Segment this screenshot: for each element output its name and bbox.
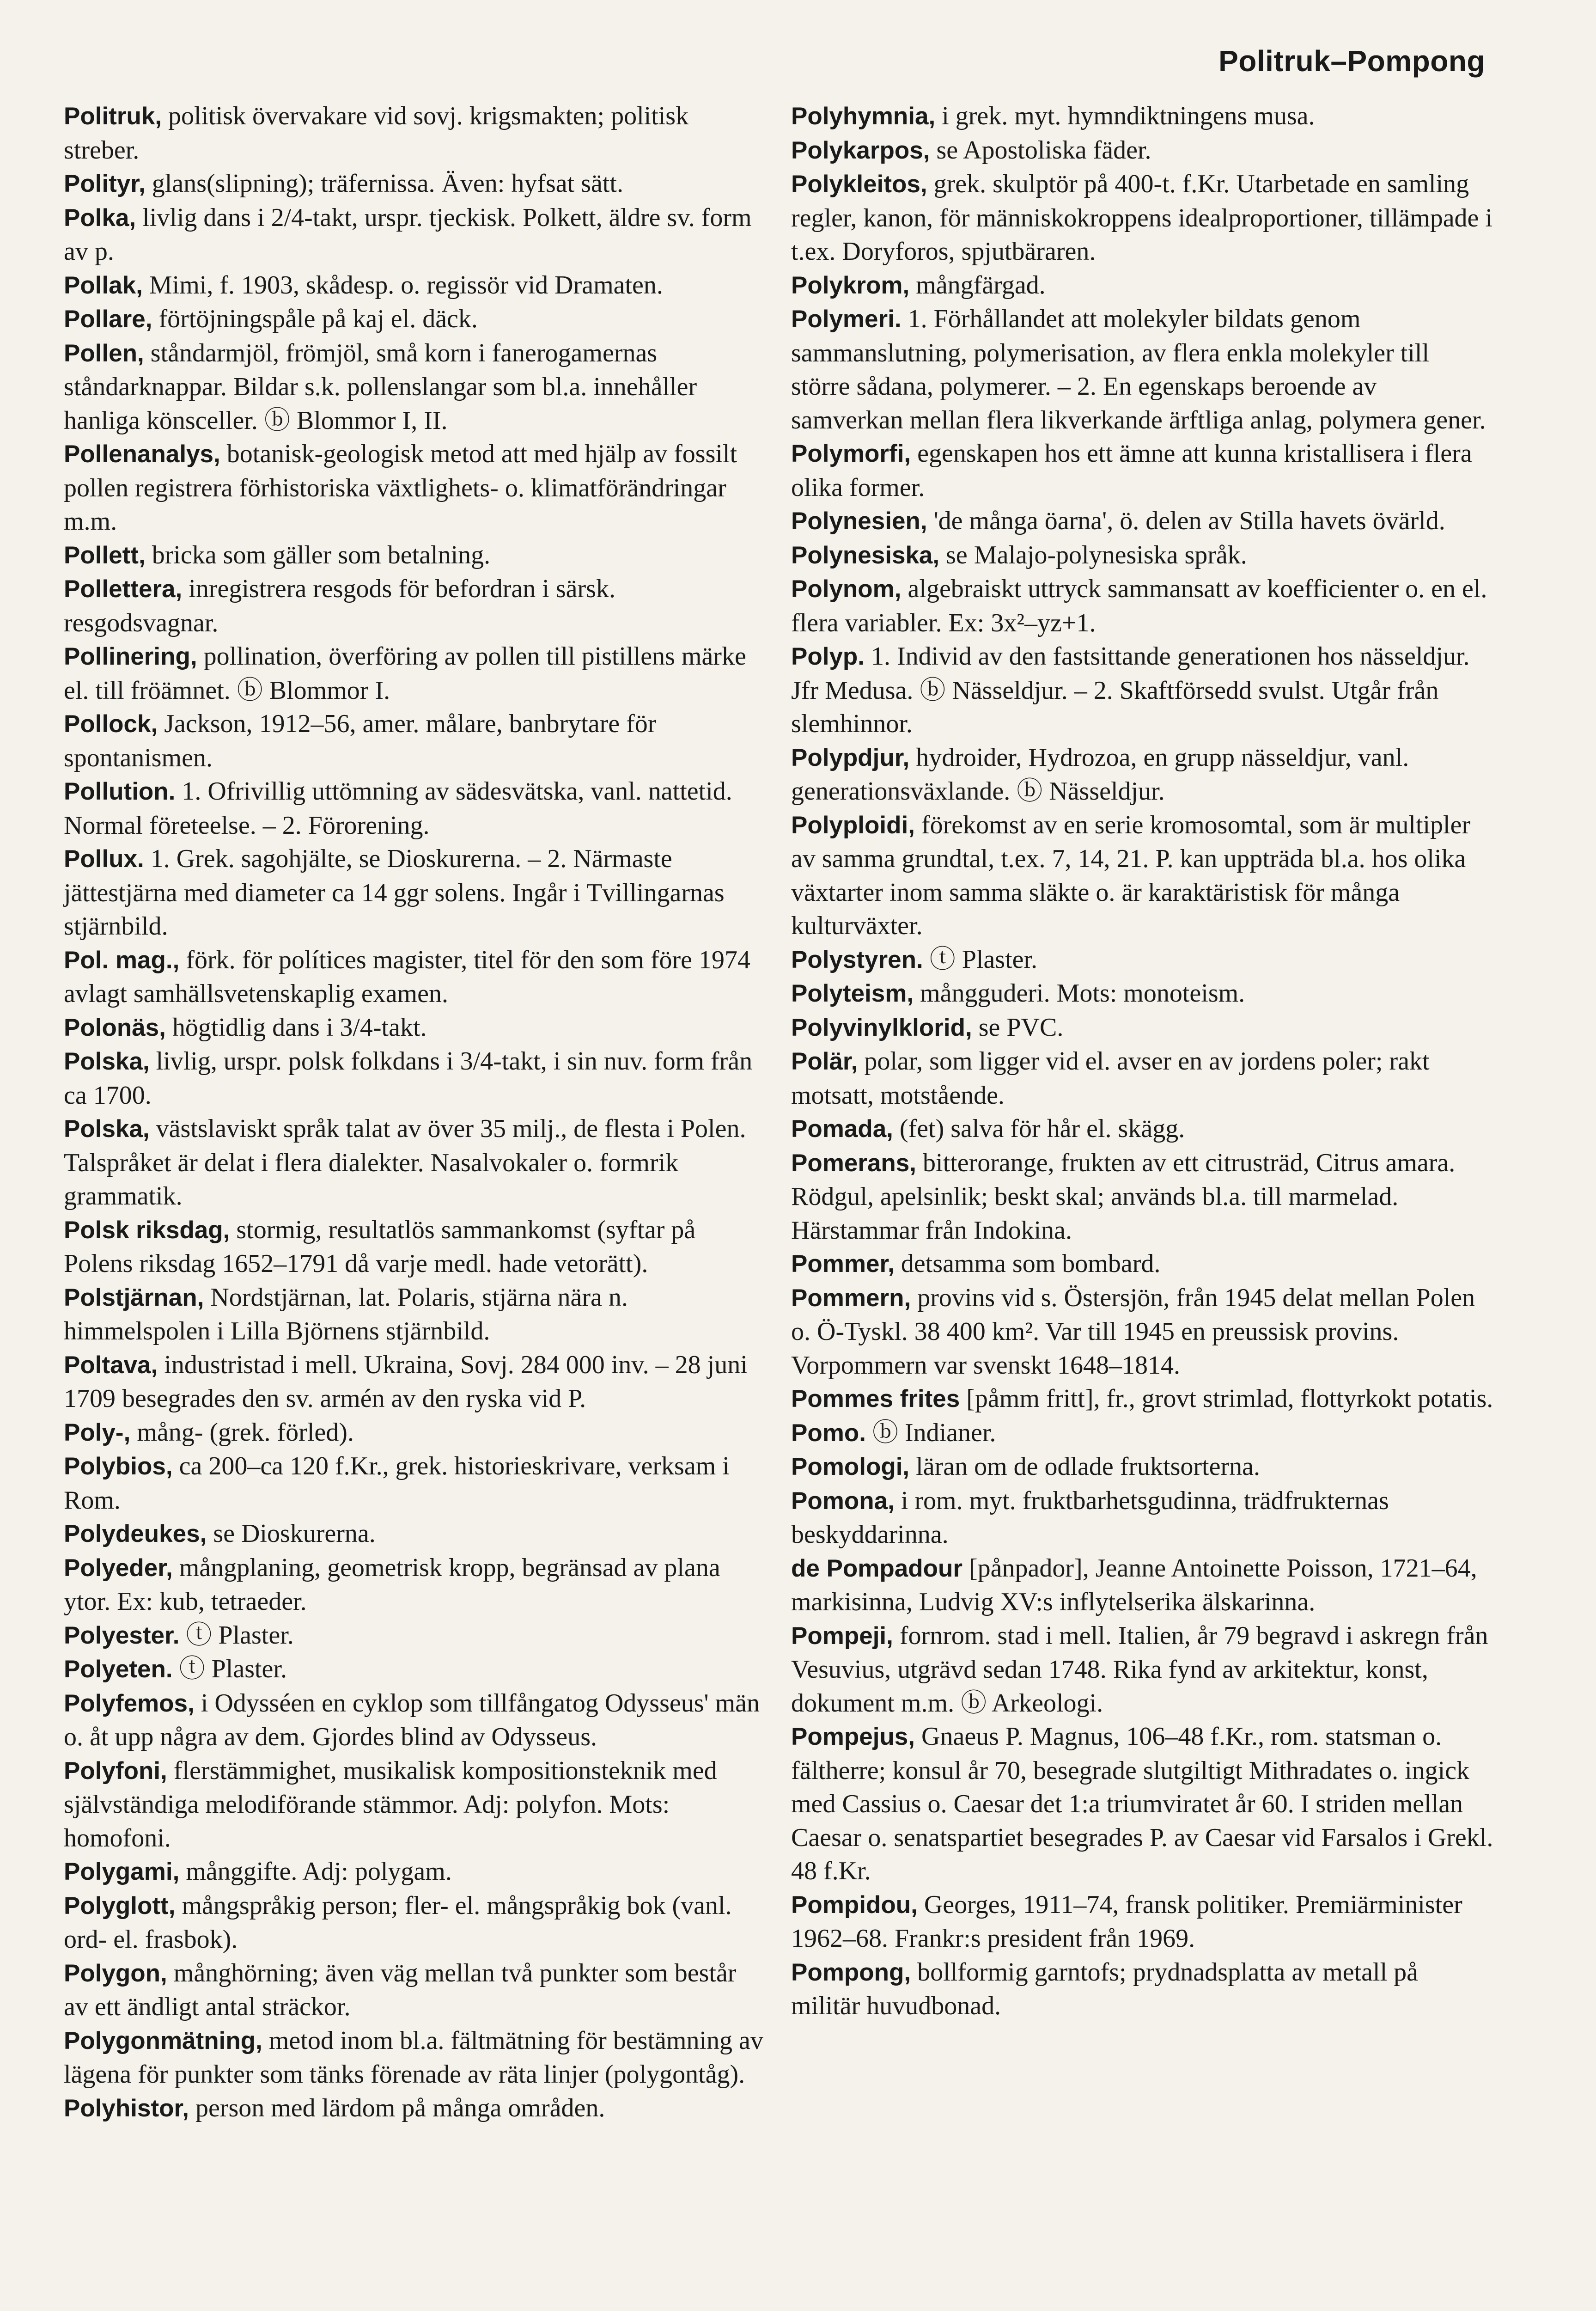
headword: Pomada, bbox=[791, 1115, 893, 1143]
headword: Poltava, bbox=[64, 1351, 158, 1379]
definition: ⓣ Plaster. bbox=[179, 1620, 294, 1650]
entry bbox=[64, 1754, 766, 1855]
definition: i grek. myt. hymndiktningens musa. bbox=[935, 102, 1315, 130]
headword: Pollare, bbox=[64, 306, 152, 333]
definition: person med lärdom på många områden. bbox=[189, 2093, 605, 2122]
definition: ca 200–ca 120 f.Kr., grek. historieskrivare, verksam i Rom. bbox=[64, 1452, 730, 1515]
entry bbox=[64, 1855, 766, 1889]
entry bbox=[791, 504, 1493, 538]
definition: förk. för polítices magister, titel för den som före 1974 avlagt samhällsvetenskaplig examen. bbox=[64, 945, 750, 1008]
definition: metod inom bl.a. fältmätning för bestämning av lägena för punkter som tänks förenade av räta linjer (polygontåg). bbox=[64, 2026, 763, 2089]
entry bbox=[64, 1551, 766, 1619]
entry bbox=[791, 1416, 1493, 1450]
headword: Polyfemos, bbox=[64, 1689, 195, 1717]
entry bbox=[64, 1687, 766, 1754]
headword: Pollen, bbox=[64, 339, 144, 367]
entry bbox=[64, 336, 766, 438]
entry bbox=[791, 1382, 1493, 1416]
definition: i rom. myt. fruktbarhetsgudinna, trädfrukternas beskyddarinna. bbox=[791, 1486, 1389, 1549]
headword: Pollett, bbox=[64, 541, 146, 569]
headword: Polyeten. bbox=[64, 1656, 173, 1683]
definition: månghörning; även väg mellan två punkter som består av ett ändligt antal sträckor. bbox=[64, 1958, 737, 2021]
entry bbox=[791, 269, 1493, 303]
headword: Polypdjur, bbox=[791, 744, 910, 771]
entry bbox=[64, 1348, 766, 1416]
headword: Pommer, bbox=[791, 1250, 895, 1278]
entry bbox=[791, 1011, 1493, 1045]
definition: 1. Förhållandet att molekyler bildats genom sammanslutning, polymerisation, av flera enkla molekyler till större sådana, polymerer. – 2. En egenskaps beroende av samverkan mellan flera likverkande ärftliga anlag, polymera gener. bbox=[791, 305, 1486, 434]
headword: Polykleitos, bbox=[791, 171, 927, 198]
definition: flerstämmighet, musikalisk kompositionsteknik med självständiga melodiförande stämmor. Adj: polyfon. Mots: homofoni. bbox=[64, 1756, 717, 1852]
headword: Pollock, bbox=[64, 710, 158, 738]
entry bbox=[791, 1720, 1493, 1888]
headword: Pompong, bbox=[791, 1958, 911, 1986]
definition: politisk övervakare vid sovj. krigsmakten; politisk streber. bbox=[64, 102, 689, 165]
entry bbox=[791, 1281, 1493, 1382]
entry bbox=[64, 1112, 766, 1213]
definition: provins vid s. Östersjön, från 1945 delat mellan Polen o. Ö-Tyskl. 38 400 km². Var till 1945 en preussisk provins. Vorpommern var svenskt 1648–1814. bbox=[791, 1283, 1475, 1380]
entry bbox=[64, 640, 766, 707]
entry bbox=[791, 1484, 1493, 1552]
headword: Polygon, bbox=[64, 1959, 167, 1987]
definition: ⓣ Plaster. bbox=[923, 945, 1038, 974]
headword: Polyvinylklorid, bbox=[791, 1014, 972, 1041]
entry bbox=[791, 808, 1493, 943]
headword: Pompejus, bbox=[791, 1723, 915, 1750]
definition: pollination, överföring av pollen till pistillens märke el. till fröämnet. ⓑ Blommor I. bbox=[64, 642, 746, 705]
entry bbox=[64, 167, 766, 201]
entry bbox=[64, 943, 766, 1011]
headword: Polykarpos, bbox=[791, 136, 930, 164]
entry bbox=[64, 1449, 766, 1517]
entry bbox=[64, 1213, 766, 1281]
definition: algebraiskt uttryck sammansatt av koefficienter o. en el. flera variabler. Ex: 3x²–yz+1. bbox=[791, 575, 1487, 637]
entry bbox=[64, 1011, 766, 1045]
entry bbox=[64, 572, 766, 640]
definition: 1. Grek. sagohjälte, se Dioskurerna. – 2. Närmaste jättestjärna med diameter ca 14 ggr solens. Ingår i Tvillingarnas stjärnbild. bbox=[64, 844, 725, 941]
definition: (fet) salva för hår el. skägg. bbox=[893, 1114, 1185, 1143]
definition: ståndarmjöl, frömjöl, små korn i fanerogamernas ståndarknappar. Bildar s.k. pollenslangar som bl.a. innehåller hanliga könsceller. ⓑ Blommor I, II. bbox=[64, 338, 697, 435]
definition: förtöjningspåle på kaj el. däck. bbox=[152, 305, 478, 333]
definition: livlig dans i 2/4-takt, urspr. tjeckisk. Polkett, äldre sv. form av p. bbox=[64, 203, 752, 266]
headword: Poly-, bbox=[64, 1418, 131, 1446]
headword: Pollution. bbox=[64, 778, 176, 805]
definition: förekomst av en serie kromosomtal, som är multipler av samma grundtal, t.ex. 7, 14, 21. P. kan uppträda bl.a. hos olika växtarter inom samma släkte o. är karaktäristisk för många kulturväxter. bbox=[791, 810, 1471, 940]
headword: Polyhymnia, bbox=[791, 103, 936, 130]
entry bbox=[791, 572, 1493, 640]
entry bbox=[64, 1652, 766, 1687]
headword: Polyp. bbox=[791, 643, 865, 670]
definition: bricka som gäller som betalning. bbox=[145, 540, 491, 569]
definition: 1. Ofrivillig uttömning av sädesvätska, vanl. nattetid. Normal företeelse. – 2. Förorening. bbox=[64, 777, 732, 840]
headword: Polyeder, bbox=[64, 1554, 173, 1582]
definition: Jackson, 1912–56, amer. målare, banbrytare för spontanismen. bbox=[64, 709, 657, 772]
definition: livlig, urspr. polsk folkdans i 3/4-takt, i sin nuv. form från ca 1700. bbox=[64, 1047, 753, 1110]
entry bbox=[64, 1517, 766, 1551]
entry bbox=[791, 977, 1493, 1011]
definition: västslaviskt språk talat av över 35 milj., de flesta i Polen. Talspråket är delat i flera dialekter. Nasalvokaler o. formrik grammatik. bbox=[64, 1114, 746, 1211]
definition: inregistrera resgods för befordran i särsk. resgodsvagnar. bbox=[64, 575, 615, 637]
entry bbox=[64, 302, 766, 336]
entry bbox=[64, 538, 766, 573]
entry bbox=[791, 943, 1493, 977]
definition: 1. Individ av den fastsittande generationen hos nässeldjur. Jfr Medusa. ⓑ Nässeldjur. – 2. Skaftförsedd svulst. Utgår från slemhinnor. bbox=[791, 642, 1470, 738]
definition: se PVC. bbox=[972, 1013, 1064, 1042]
entry bbox=[791, 1888, 1493, 1956]
headword: Polyteism, bbox=[791, 980, 914, 1007]
entry bbox=[64, 842, 766, 943]
definition: mångfärgad. bbox=[909, 270, 1046, 300]
entry bbox=[791, 1552, 1493, 1619]
headword: Polsk riksdag, bbox=[64, 1216, 230, 1244]
definition: ⓣ Plaster. bbox=[172, 1655, 287, 1683]
running-header: Politruk–Pompong bbox=[1218, 44, 1485, 78]
left-column bbox=[64, 99, 766, 2125]
headword: Pollinering, bbox=[64, 643, 197, 670]
headword: Pol. mag., bbox=[64, 946, 180, 974]
headword: Polonäs, bbox=[64, 1014, 166, 1041]
headword: Polär, bbox=[791, 1048, 858, 1075]
entry bbox=[64, 1619, 766, 1653]
definition: botanisk-geologisk metod att med hjälp av fossilt pollen registrera förhistoriska växtlighets- o. klimatförändringar m.m. bbox=[64, 440, 737, 536]
headword: Polyglott, bbox=[64, 1892, 176, 1920]
headword: Polska, bbox=[64, 1115, 150, 1143]
entry bbox=[791, 741, 1493, 808]
entry bbox=[791, 134, 1493, 168]
headword: Polska, bbox=[64, 1048, 150, 1075]
definition: grek. skulptör på 400-t. f.Kr. Utarbetade en samling regler, kanon, för människokroppens idealproportioner, tillämpade i t.ex. Doryforos, spjutbäraren. bbox=[791, 170, 1492, 266]
definition: läran om de odlade fruktsorterna. bbox=[909, 1452, 1260, 1481]
definition: 'de många öarna', ö. delen av Stilla havets övärld. bbox=[927, 507, 1445, 535]
definition: industristad i mell. Ukraina, Sovj. 284 000 inv. – 28 juni 1709 besegrades den sv. armén av den ryska vid P. bbox=[64, 1350, 748, 1413]
headword: Polyploidi, bbox=[791, 811, 915, 839]
entry bbox=[64, 1956, 766, 2024]
headword: Polygami, bbox=[64, 1858, 180, 1885]
headword: de Pompadour bbox=[791, 1554, 963, 1582]
definition: ⓑ Indianer. bbox=[865, 1418, 996, 1447]
headword: Pommes frites bbox=[791, 1385, 960, 1412]
definition: se Apostoliska fäder. bbox=[930, 135, 1151, 165]
headword: Pomologi, bbox=[791, 1453, 910, 1480]
entry bbox=[791, 1045, 1493, 1112]
definition: egenskapen hos ett ämne att kunna kristallisera i flera olika former. bbox=[791, 439, 1472, 502]
headword: Pollettera, bbox=[64, 575, 183, 603]
definition: Gnaeus P. Magnus, 106–48 f.Kr., rom. statsman o. fältherre; konsul år 70, besegrade slutgiltigt Mithradates o. ingick med Cassius o. Caesar det 1:a triumviratet år 60. I striden mellan Caesar o. senatspartiet besegrades P. av Caesar vid Farsalos i Grekl. 48 f.Kr. bbox=[791, 1722, 1493, 1885]
headword: Polyester. bbox=[64, 1621, 180, 1649]
entry bbox=[64, 437, 766, 538]
entry bbox=[791, 1112, 1493, 1146]
headword: Polynesien, bbox=[791, 507, 927, 535]
headword: Politruk, bbox=[64, 103, 162, 130]
headword: Polyhistor, bbox=[64, 2094, 189, 2122]
entry bbox=[791, 538, 1493, 573]
headword: Pompidou, bbox=[791, 1891, 918, 1919]
definition: hydroider, Hydrozoa, en grupp nässeldjur, vanl. generationsväxlande. ⓑ Nässeldjur. bbox=[791, 743, 1409, 806]
headword: Pollux. bbox=[64, 845, 144, 873]
entry bbox=[64, 269, 766, 303]
headword: Polynesiska, bbox=[791, 541, 940, 569]
headword: Pommern, bbox=[791, 1284, 911, 1312]
headword: Pomo. bbox=[791, 1419, 866, 1447]
headword: Polityr, bbox=[64, 170, 146, 197]
definition: Georges, 1911–74, fransk politiker. Premiärminister 1962–68. Frankr:s president från 1969. bbox=[791, 1890, 1462, 1953]
headword: Polygonmätning, bbox=[64, 2027, 262, 2054]
entry bbox=[791, 437, 1493, 504]
headword: Polstjärnan, bbox=[64, 1284, 204, 1311]
definition: Nordstjärnan, lat. Polaris, stjärna nära n. himmelspolen i Lilla Björnens stjärnbild. bbox=[64, 1283, 628, 1345]
definition: i Odysséen en cyklop som tillfångatog Odysseus' män o. åt upp några av dem. Gjordes blind av Odysseus. bbox=[64, 1688, 760, 1751]
entry bbox=[791, 640, 1493, 741]
definition: bitterorange, frukten av ett citrusträd, Citrus amara. Rödgul, apelsinlik; beskt skal; används bl.a. till marmelad. Härstammar från Indokina. bbox=[791, 1148, 1456, 1245]
definition: mångspråkig person; fler- el. mångspråkig bok (vanl. ord- el. frasbok). bbox=[64, 1891, 732, 1954]
definition: högtidlig dans i 3/4-takt. bbox=[165, 1013, 427, 1042]
definition: mångplaning, geometrisk kropp, begränsad av plana ytor. Ex: kub, tetraeder. bbox=[64, 1553, 720, 1616]
definition: månggifte. Adj: polygam. bbox=[179, 1857, 452, 1886]
entry bbox=[64, 2091, 766, 2126]
entry bbox=[791, 302, 1493, 437]
entry bbox=[791, 1619, 1493, 1720]
entry bbox=[791, 1146, 1493, 1247]
headword: Pomerans, bbox=[791, 1149, 917, 1177]
definition: detsamma som bombard. bbox=[894, 1249, 1161, 1278]
entry bbox=[64, 775, 766, 842]
definition: glans(slipning); träfernissa. Även: hyfsat sätt. bbox=[145, 169, 623, 198]
entry bbox=[791, 1956, 1493, 2023]
entry bbox=[64, 1889, 766, 1956]
headword: Polykrom, bbox=[791, 271, 910, 299]
headword: Polyfoni, bbox=[64, 1757, 167, 1785]
headword: Pompeji, bbox=[791, 1622, 893, 1650]
definition: se Dioskurerna. bbox=[207, 1519, 376, 1548]
definition: se Malajo-polynesiska språk. bbox=[939, 540, 1247, 569]
entry bbox=[791, 1450, 1493, 1484]
entry bbox=[64, 201, 766, 269]
entry bbox=[64, 99, 766, 167]
headword: Polybios, bbox=[64, 1453, 173, 1480]
definition: [påmm fritt], fr., grovt strimlad, flottyrkokt potatis. bbox=[960, 1384, 1493, 1413]
definition: mång- (grek. förled). bbox=[130, 1418, 354, 1447]
right-column bbox=[791, 99, 1493, 2023]
headword: Polka, bbox=[64, 204, 136, 232]
entry bbox=[64, 1045, 766, 1112]
headword: Pomona, bbox=[791, 1487, 895, 1515]
entry bbox=[64, 1416, 766, 1450]
entry bbox=[64, 707, 766, 775]
entry bbox=[64, 1281, 766, 1348]
headword: Polynom, bbox=[791, 575, 902, 603]
headword: Polystyren. bbox=[791, 946, 923, 973]
definition: [pånpador], Jeanne Antoinette Poisson, 1721–64, markisinna, Ludvig XV:s inflytelserika älskarinna. bbox=[791, 1553, 1477, 1616]
entry bbox=[791, 1247, 1493, 1281]
definition: Mimi, f. 1903, skådesp. o. regissör vid Dramaten. bbox=[142, 270, 663, 300]
headword: Polydeukes, bbox=[64, 1520, 207, 1547]
headword: Polymeri. bbox=[791, 306, 902, 333]
entry bbox=[64, 2024, 766, 2091]
entry bbox=[791, 99, 1493, 134]
definition: fornrom. stad i mell. Italien, år 79 begravd i askregn från Vesuvius, utgrävd sedan 1748. Rika fynd av arkitektur, konst, dokument m.m. ⓑ Arkeologi. bbox=[791, 1621, 1488, 1718]
headword: Polymorfi, bbox=[791, 440, 911, 467]
definition: polar, som ligger vid el. avser en av jordens poler; rakt motsatt, motstående. bbox=[791, 1047, 1430, 1110]
definition: mångguderi. Mots: monoteism. bbox=[914, 979, 1245, 1008]
definition: bollformig garntofs; prydnadsplatta av metall på militär huvudbonad. bbox=[791, 1957, 1419, 2020]
definition: stormig, resultatlös sammankomst (syftar på Polens riksdag 1652–1791 då varje medl. hade vetorätt). bbox=[64, 1215, 696, 1278]
headword: Pollenanalys, bbox=[64, 440, 220, 468]
headword: Pollak, bbox=[64, 271, 143, 299]
entry bbox=[791, 167, 1493, 269]
